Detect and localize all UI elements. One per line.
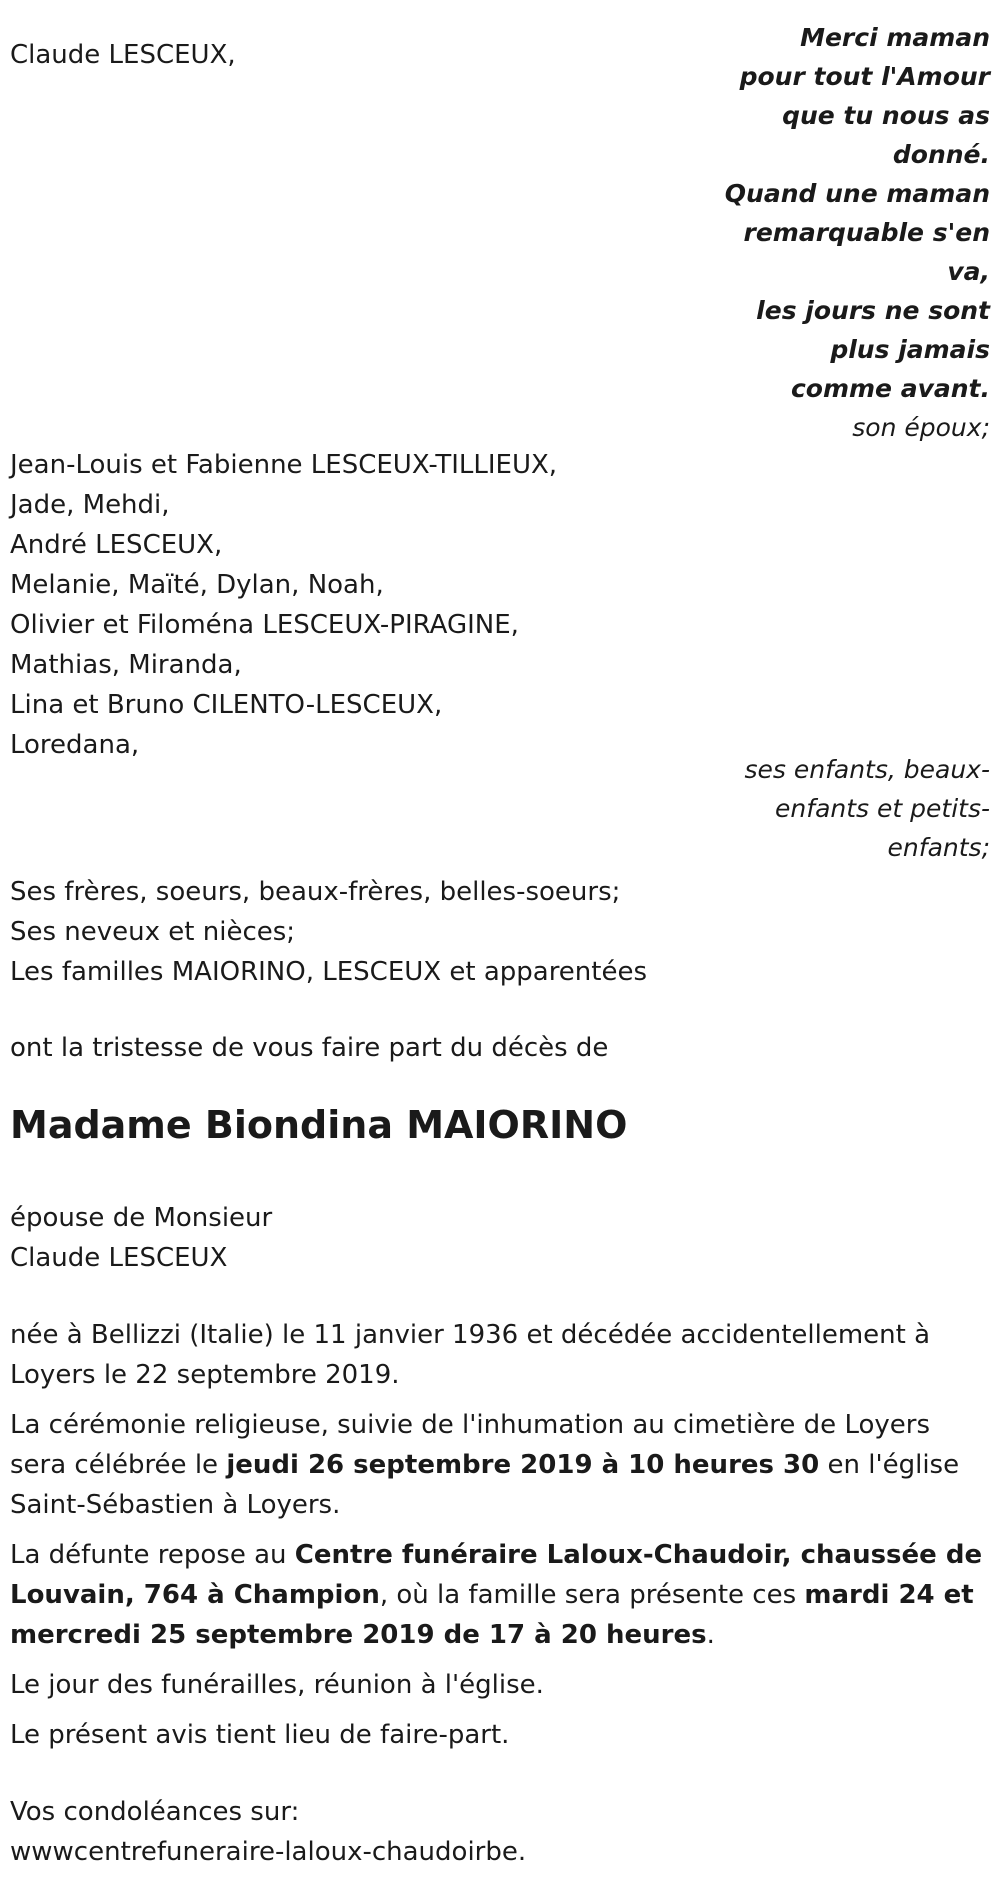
quote-line: les jours ne sont (756, 296, 990, 325)
spouse-of-line: Claude LESCEUX (10, 1243, 228, 1273)
rest-location: Centre funéraire Laloux-Chaudoir, chaussée de (294, 1540, 983, 1570)
list-item: Loredana, (10, 730, 140, 760)
rest-line (10, 1535, 982, 1575)
funeral-day-note: Le jour des funérailles, réunion à l'église. (10, 1670, 544, 1700)
ceremony-text: sera célébrée le (10, 1450, 227, 1480)
list-item: André LESCEUX, (10, 530, 223, 560)
ceremony-text: en l'église (819, 1450, 960, 1480)
rest-text: La défunte repose au (10, 1540, 295, 1570)
ceremony-line: Saint-Sébastien à Loyers. (10, 1490, 341, 1520)
list-item: Melanie, Maïté, Dylan, Noah, (10, 570, 384, 600)
ceremony-line (10, 1445, 959, 1485)
header-name: Claude LESCEUX, (10, 40, 236, 70)
rest-text: , où la famille sera présente ces (379, 1580, 805, 1610)
spouse-of-line: épouse de Monsieur (10, 1203, 273, 1233)
quote-line: donné. (892, 140, 990, 169)
role-children-line: ses enfants, beaux- (744, 755, 990, 784)
rest-text: . (706, 1620, 715, 1650)
rest-location: Louvain, 764 à Champion (10, 1580, 380, 1610)
role-children-line: enfants; (887, 833, 990, 862)
announcement: ont la tristesse de vous faire part du décès de (10, 1033, 609, 1063)
quote-line: Quand une maman (724, 179, 990, 208)
rest-visiting-days: mercredi 25 septembre 2019 de 17 à 20 heures (10, 1620, 707, 1650)
condolences-link[interactable]: wwwcentrefuneraire-laloux-chaudoirbe. (10, 1837, 527, 1867)
quote-line: remarquable s'en (743, 218, 990, 247)
list-item: Ses neveux et nièces; (10, 917, 296, 947)
list-item: Jean-Louis et Fabienne LESCEUX-TILLIEUX, (10, 450, 558, 480)
ceremony-line: La cérémonie religieuse, suivie de l'inhumation au cimetière de Loyers (10, 1410, 930, 1440)
quote-line: comme avant. (790, 374, 990, 403)
list-item: Olivier et Filoména LESCEUX-PIRAGINE, (10, 610, 519, 640)
quote-line: pour tout l'Amour (739, 62, 990, 91)
quote-line: plus jamais (830, 335, 990, 364)
rest-line (10, 1575, 974, 1615)
list-item: Jade, Mehdi, (10, 490, 170, 520)
quote-line: que tu nous as (782, 101, 990, 130)
list-item: Lina et Bruno CILENTO-LESCEUX, (10, 690, 443, 720)
quote-line: va, (947, 257, 990, 286)
rest-line (10, 1615, 715, 1655)
role-spouse: son époux; (852, 413, 990, 442)
rest-visiting-days: mardi 24 et (804, 1580, 974, 1610)
birth-death-line: Loyers le 22 septembre 2019. (10, 1360, 400, 1390)
list-item: Les familles MAIORINO, LESCEUX et apparentées (10, 957, 648, 987)
list-item: Mathias, Miranda, (10, 650, 242, 680)
notice-note: Le présent avis tient lieu de faire-part. (10, 1720, 510, 1750)
quote-line: Merci maman (800, 23, 990, 52)
deceased-name: Madame Biondina MAIORINO (10, 1103, 628, 1147)
condolences-label: Vos condoléances sur: (10, 1797, 300, 1827)
birth-death-line: née à Bellizzi (Italie) le 11 janvier 1936 et décédée accidentellement à (10, 1320, 931, 1350)
list-item: Ses frères, soeurs, beaux-frères, belles-soeurs; (10, 877, 621, 907)
role-children-line: enfants et petits- (775, 794, 990, 823)
ceremony-datetime: jeudi 26 septembre 2019 à 10 heures 30 (226, 1450, 820, 1480)
